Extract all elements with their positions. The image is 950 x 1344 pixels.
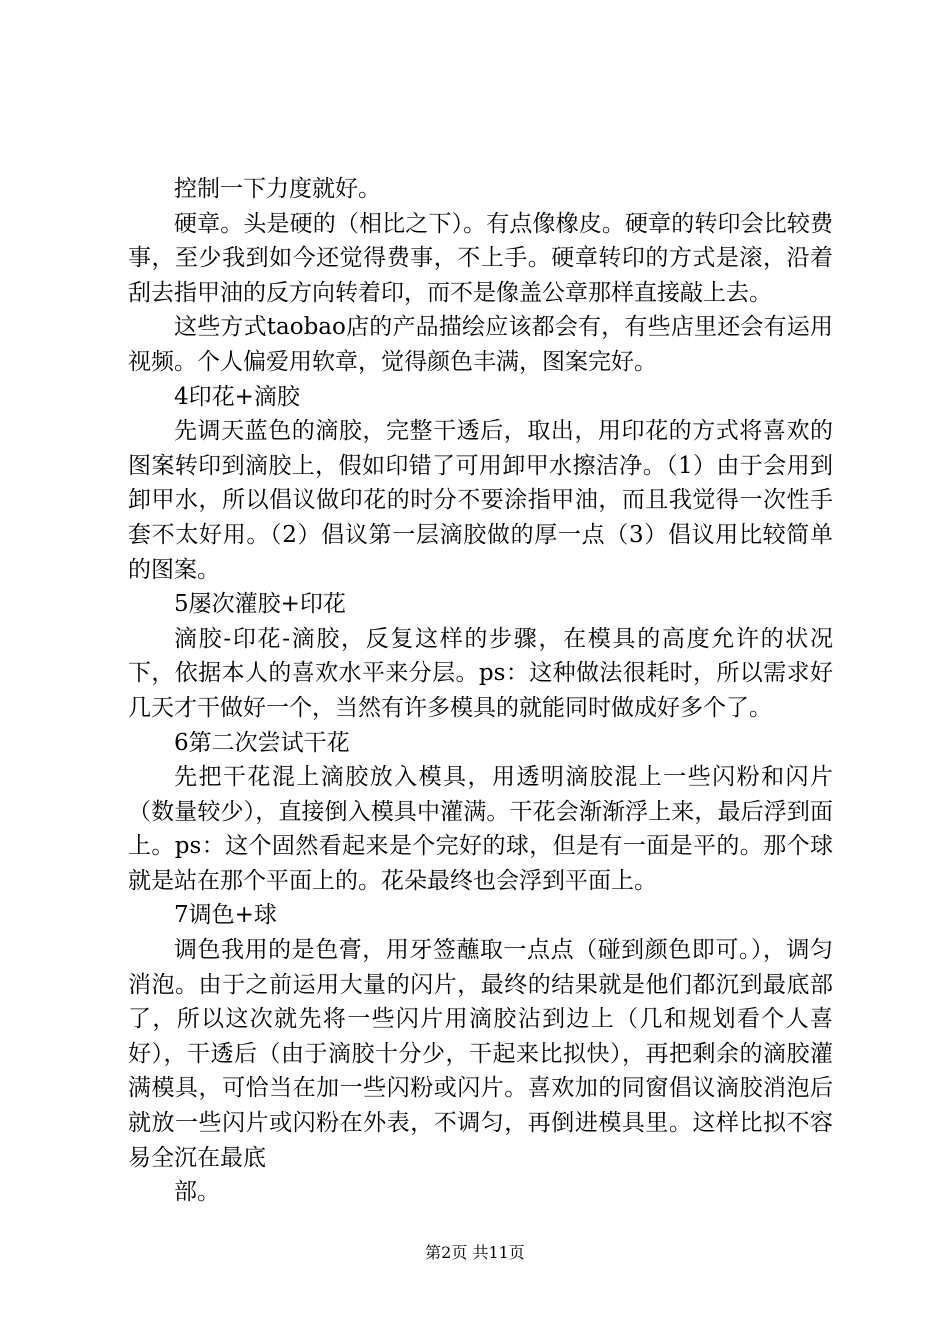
paragraph: 调色我用的是色膏，用牙签蘸取一点点（碰到颜色即可。），调匀消泡。由于之前运用大量的闪片，最终的结果就是他们都沉到最底部了，所以这次就先将一些闪片用滴胶沾到边上（几和规划看个人喜好），干透后（由于滴胶十分少，干起来比拟快），再把剩余的滴胶灌满模具，可恰当在加一些闪粉或闪片。喜欢加的同窗倡议滴胶消泡后就放一些闪片或闪粉在外表，不调匀，再倒进模具里。这样比拟不容易全沉在最底 [128, 937, 833, 1171]
paragraph: 这些方式taobao店的产品描绘应该都会有，有些店里还会有运用视频。个人偏爱用软章，觉得颜色丰满，图案完好。 [128, 314, 833, 375]
page-footer: 第2页 共11页 [425, 1243, 525, 1262]
paragraph: 先把干花混上滴胶放入模具，用透明滴胶混上一些闪粉和闪片（数量较少），直接倒入模具中灌满。干花会渐渐浮上来，最后浮到面上。ps：这个固然看起来是个完好的球，但是有一面是平的。那个球就是站在那个平面上的。花朵最终也会浮到平面上。 [128, 764, 833, 894]
section-heading: 6第二次尝试干花 [174, 729, 350, 756]
paragraph: 硬章。头是硬的（相比之下）。有点像橡皮。硬章的转印会比较费事，至少我到如今还觉得费事，不上手。硬章转印的方式是滚，沿着刮去指甲油的反方向转着印，而不是像盖公章那样直接敲上去。 [128, 210, 833, 306]
section-heading: 4印花+滴胶 [174, 383, 300, 410]
paragraph: 先调天蓝色的滴胶，完整干透后，取出，用印花的方式将喜欢的图案转印到滴胶上，假如印错了可用卸甲水擦洁净。（1）由于会用到卸甲水，所以倡议做印花的时分不要涂指甲油，而且我觉得一次性手套不太好用。（2）倡议第一层滴胶做的厚一点（3）倡议用比较简单的图案。 [128, 418, 833, 583]
paragraph: 部。 [174, 1179, 220, 1206]
paragraph: 滴胶-印花-滴胶，反复这样的步骤，在模具的高度允许的状况下，依据本人的喜欢水平来分层。ps：这种做法很耗时，所以需求好几天才干做好一个，当然有许多模具的就能同时做成好多个了。 [128, 625, 833, 721]
document-body [128, 172, 833, 1210]
section-heading: 7调色+球 [174, 902, 277, 929]
section-heading: 5屡次灌胶+印花 [174, 591, 346, 618]
paragraph: 控制一下力度就好。 [174, 176, 381, 202]
